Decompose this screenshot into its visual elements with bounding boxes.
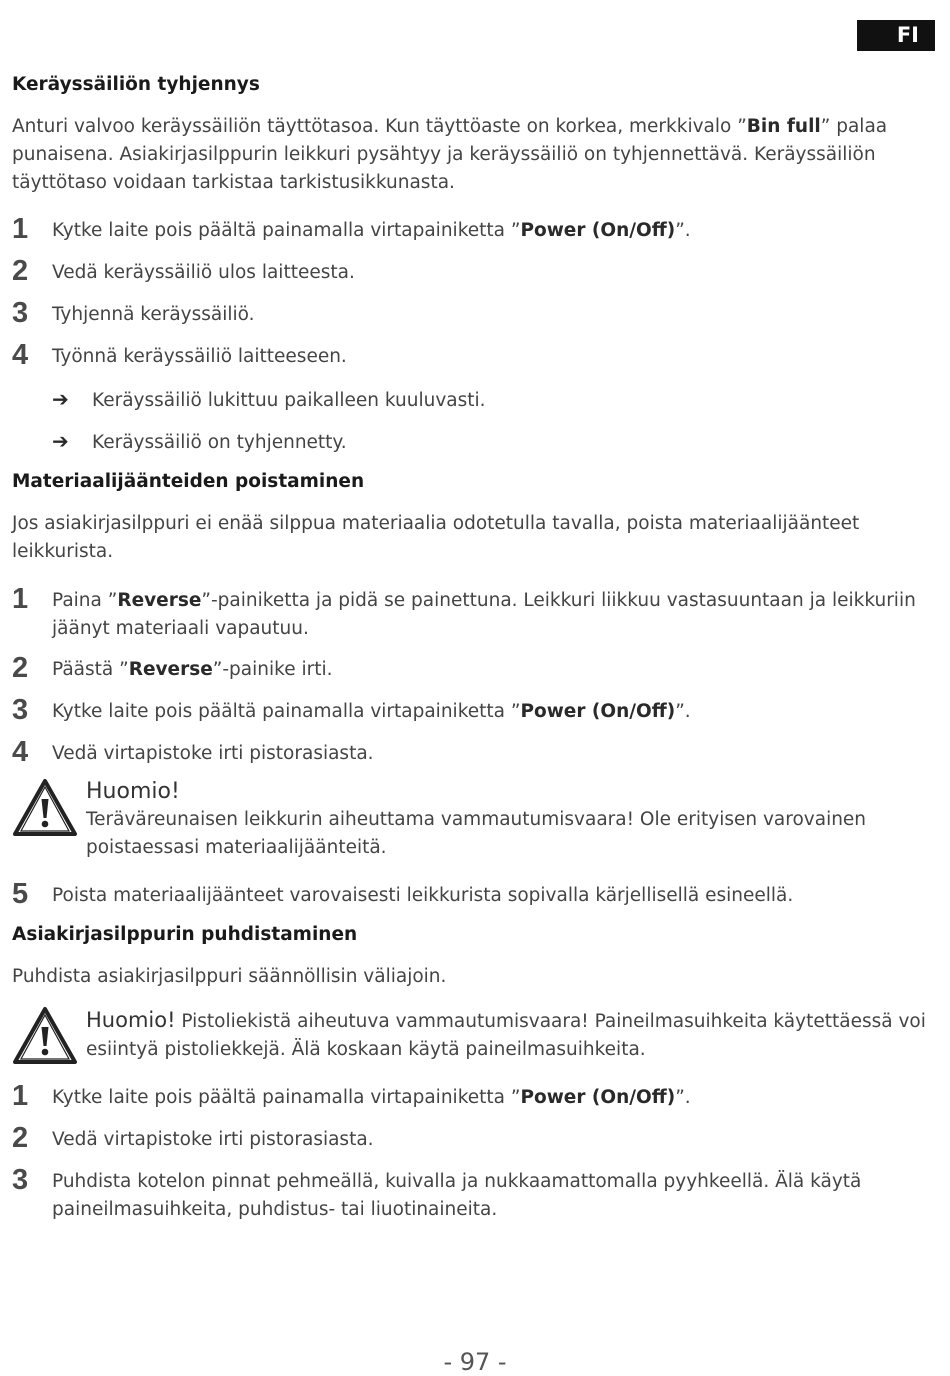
step-number: 4 [12, 339, 29, 371]
step-number: 1 [12, 213, 29, 245]
step-item [12, 736, 937, 768]
warning-triangle-icon [12, 778, 78, 838]
result-item: ➔ Keräyssäiliö on tyhjennetty. [52, 429, 347, 453]
step-number: 5 [12, 878, 29, 910]
step-item [12, 1164, 937, 1224]
warning-box [12, 778, 937, 862]
step-text: Kytke laite pois päältä painamalla virtapainiketta ”Power (On/Off)”. [52, 1087, 691, 1108]
step-item [12, 339, 937, 371]
step-number: 2 [12, 652, 29, 684]
step-number: 4 [12, 736, 29, 768]
warning-title: Huomio! [86, 1008, 176, 1032]
step-text: Tyhjennä keräyssäiliö. [52, 304, 255, 325]
warning-box [12, 1006, 937, 1064]
step-text: Kytke laite pois päältä painamalla virtapainiketta ”Power (On/Off)”. [52, 701, 691, 722]
step-item [12, 878, 937, 910]
step-number: 3 [12, 297, 29, 329]
step-text: Vedä virtapistoke irti pistorasiasta. [52, 743, 374, 764]
step-text: Paina ”Reverse”-painiketta ja pidä se painettuna. Leikkuri liikkuu vastasuuntaan ja leikkuriin jäänyt materiaali vapautuu. [52, 590, 916, 639]
section-heading-cleaning: Asiakirjasilppurin puhdistaminen [12, 924, 358, 945]
step-text: Päästä ”Reverse”-painike irti. [52, 659, 333, 680]
step-text: Kytke laite pois päältä painamalla virtapainiketta ”Power (On/Off)”. [52, 220, 691, 241]
step-text: Työnnä keräyssäiliö laitteeseen. [52, 346, 347, 367]
section-intro-cleaning: Puhdista asiakirjasilppuri säännöllisin väliajoin. [12, 966, 447, 987]
step-item [12, 694, 937, 726]
arrow-icon: ➔ [52, 429, 69, 453]
section-intro-bin-emptying: Anturi valvoo keräyssäiliön täyttötasoa. Kun täyttöaste on korkea, merkkivalo ”Bin full” palaa punaisena. Asiakirjasilppurin leikkuri pysähtyy ja keräyssäiliö on tyhjennettävä. Keräyssäiliön täyttötaso voidaan tarkistaa tarkistusikkunasta. [12, 116, 888, 193]
step-item [12, 1080, 937, 1112]
step-item [12, 652, 937, 684]
result-item: ➔ Keräyssäiliö lukittuu paikalleen kuuluvasti. [52, 387, 486, 411]
section-heading-residue-removal: Materiaalijäänteiden poistaminen [12, 471, 365, 492]
warning-triangle-icon [12, 1006, 78, 1066]
step-item [12, 297, 937, 329]
step-number: 1 [12, 583, 29, 615]
language-tab: FI [857, 20, 935, 51]
step-item [12, 213, 937, 245]
warning-title: Huomio! [86, 779, 180, 804]
step-item [12, 1122, 937, 1154]
step-number: 3 [12, 1164, 29, 1196]
step-text: Poista materiaalijäänteet varovaisesti leikkurista sopivalla kärjellisellä esineellä. [52, 885, 794, 906]
section-heading-bin-emptying: Keräyssäiliön tyhjennys [12, 74, 260, 95]
step-number: 2 [12, 1122, 29, 1154]
arrow-icon: ➔ [52, 387, 69, 411]
step-item [12, 255, 937, 287]
step-number: 3 [12, 694, 29, 726]
step-text: Vedä virtapistoke irti pistorasiasta. [52, 1129, 374, 1150]
step-number: 1 [12, 1080, 29, 1112]
step-number: 2 [12, 255, 29, 287]
section-intro-residue-removal: Jos asiakirjasilppuri ei enää silppua materiaalia odotetulla tavalla, poista materiaalijäänteet leikkurista. [12, 513, 860, 562]
page-number: - 97 - [443, 1348, 507, 1376]
step-text: Puhdista kotelon pinnat pehmeällä, kuivalla ja nukkaamattomalla pyyhkeellä. Älä käytä paineilmasuihkeita, puhdistus- tai liuotinaineita. [52, 1171, 862, 1220]
warning-text: Huomio! Pistoliekistä aiheutuva vammautumisvaara! Paineilmasuihkeita käytettäessä voi esiintyä pistoliekkejä. Älä koskaan käytä paineilmasuihkeita. [86, 1008, 926, 1060]
step-text: Vedä keräyssäiliö ulos laitteesta. [52, 262, 355, 283]
step-item [12, 583, 937, 643]
warning-text: Teräväreunaisen leikkurin aiheuttama vammautumisvaara! Ole erityisen varovainen poistaessasi materiaalijäänteitä. [86, 809, 867, 858]
